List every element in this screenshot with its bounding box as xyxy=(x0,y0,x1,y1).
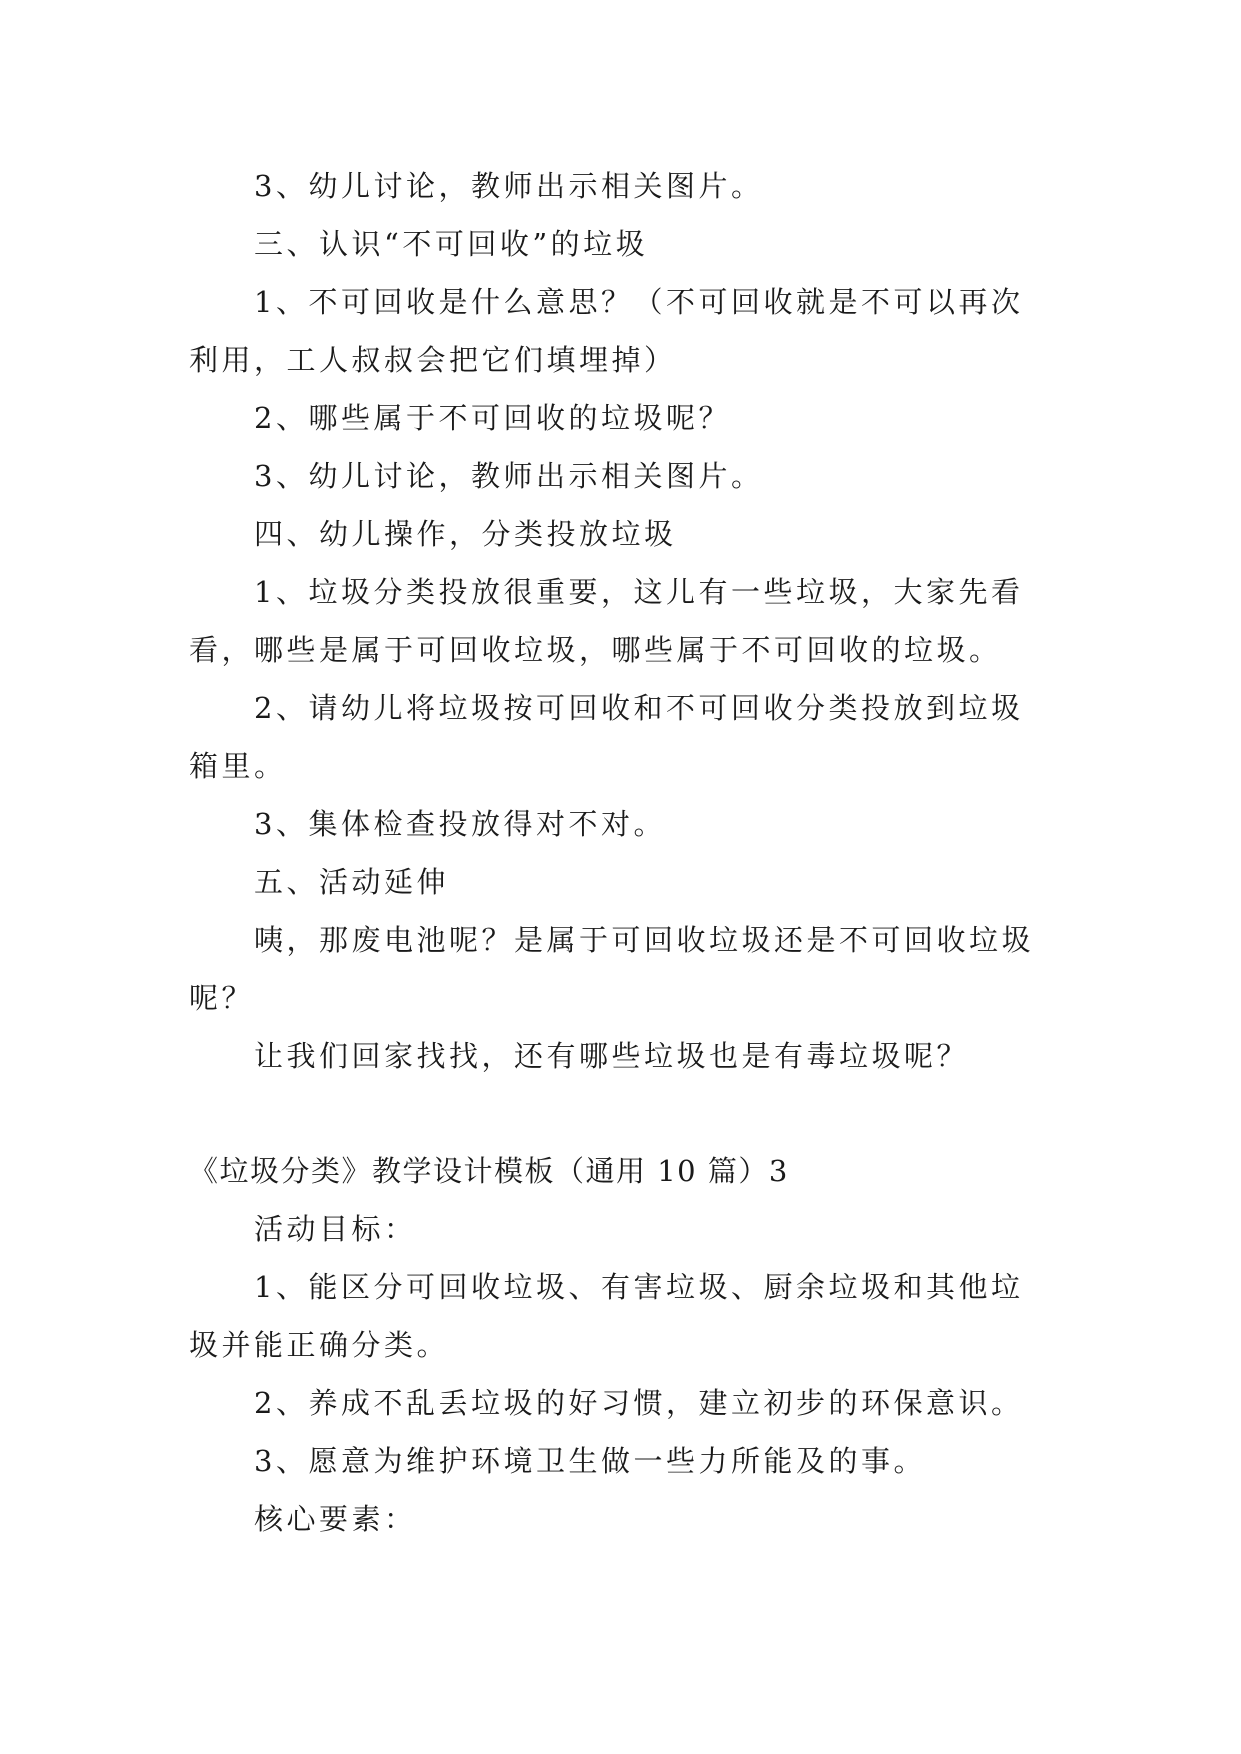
paragraph-line: 箱里。 xyxy=(189,749,287,783)
section-heading: 五、活动延伸 xyxy=(254,865,450,899)
paragraph-line: 1、能区分可回收垃圾、有害垃圾、厨余垃圾和其他垃 xyxy=(254,1270,1024,1304)
paragraph-line: 咦，那废电池呢？是属于可回收垃圾还是不可回收垃圾 xyxy=(254,923,1035,957)
paragraph-line: 让我们回家找找，还有哪些垃圾也是有毒垃圾呢？ xyxy=(254,1039,970,1073)
section-heading: 活动目标： xyxy=(254,1212,417,1246)
section-heading: 四、幼儿操作，分类投放垃圾 xyxy=(254,517,677,551)
paragraph-line: 3、愿意为维护环境卫生做一些力所能及的事。 xyxy=(254,1444,926,1478)
paragraph-line: 3、集体检查投放得对不对。 xyxy=(254,807,666,841)
paragraph-line: 2、养成不乱丢垃圾的好习惯，建立初步的环保意识。 xyxy=(254,1386,1024,1420)
paragraph-line: 看，哪些是属于可回收垃圾，哪些属于不可回收的垃圾。 xyxy=(189,633,1002,667)
document-title: 《垃圾分类》教学设计模板（通用 10 篇）3 xyxy=(189,1154,789,1188)
paragraph-line: 1、不可回收是什么意思？（不可回收就是不可以再次 xyxy=(254,285,1024,319)
paragraph-line: 利用，工人叔叔会把它们填埋掉） xyxy=(189,343,677,377)
paragraph-line: 2、哪些属于不可回收的垃圾呢？ xyxy=(254,401,731,435)
paragraph-line: 呢？ xyxy=(189,981,255,1015)
section-heading: 三、认识“不可回收”的垃圾 xyxy=(254,227,649,261)
paragraph-line: 3、幼儿讨论，教师出示相关图片。 xyxy=(254,459,764,493)
section-heading: 核心要素： xyxy=(254,1502,417,1536)
paragraph-line: 1、垃圾分类投放很重要，这儿有一些垃圾，大家先看 xyxy=(254,575,1024,609)
paragraph-line: 圾并能正确分类。 xyxy=(189,1328,450,1362)
paragraph-line: 2、请幼儿将垃圾按可回收和不可回收分类投放到垃圾 xyxy=(254,691,1024,725)
paragraph-line: 3、幼儿讨论，教师出示相关图片。 xyxy=(254,169,764,203)
